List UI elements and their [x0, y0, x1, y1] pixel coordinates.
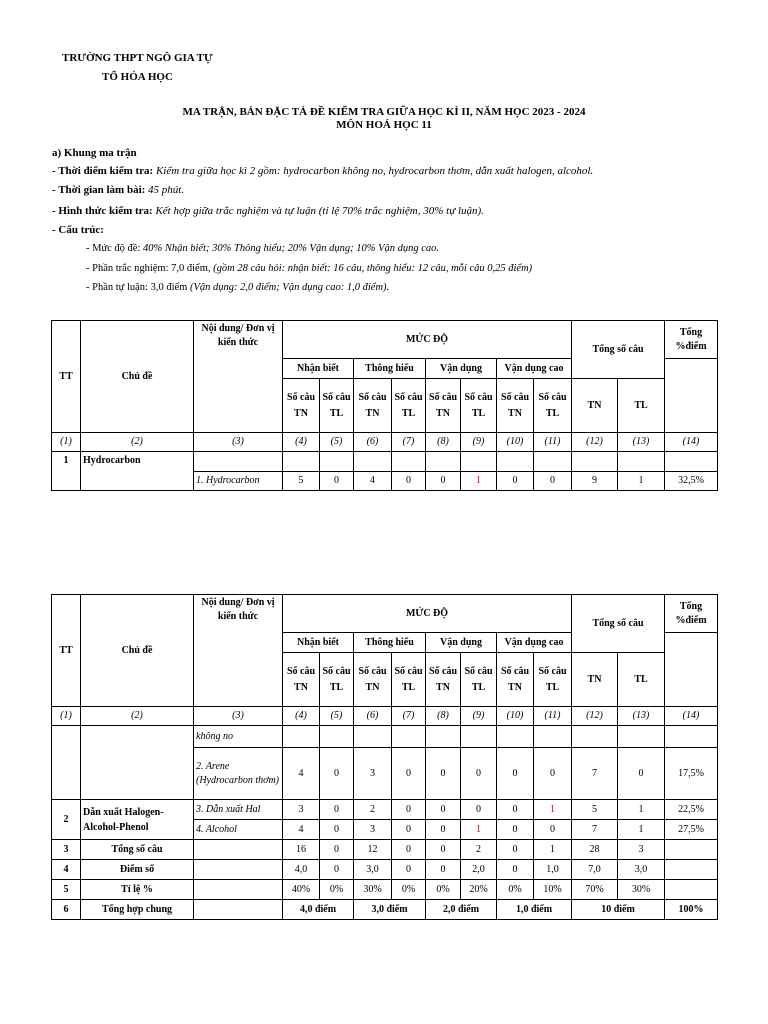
header-nb: Nhận biết: [283, 359, 354, 379]
essay-line: [86, 282, 389, 293]
cell: 1,0 điểm: [497, 900, 572, 920]
row-tt: 4: [52, 860, 81, 880]
duration-line: [52, 184, 184, 196]
cell: 0: [461, 748, 497, 800]
col-number: (1): [52, 707, 81, 726]
cell: 4: [283, 820, 320, 840]
cell: 0: [534, 820, 572, 840]
col-number: (10): [497, 707, 534, 726]
col-number: (5): [320, 707, 354, 726]
row-label: Tỉ lệ %: [81, 880, 194, 900]
col-number: (2): [81, 433, 194, 452]
cell: 0: [426, 472, 461, 491]
cell: 0: [426, 820, 461, 840]
header-so-cau-tn: Số câu TN: [497, 653, 534, 707]
column-number-row: [52, 707, 718, 726]
cell: 1: [618, 820, 665, 840]
cell: 0: [461, 800, 497, 820]
cell: 30%: [354, 880, 392, 900]
cell: 20%: [461, 880, 497, 900]
col-number: (5): [320, 433, 354, 452]
table-row: [52, 860, 718, 880]
row-content: 1. Hydrocarbon: [194, 472, 283, 491]
essay-value: (Vận dụng: 2,0 điểm; Vận dụng cao: 1,0 điểm).: [189, 282, 390, 293]
col-number: (6): [354, 707, 392, 726]
row-tt: 5: [52, 880, 81, 900]
cell: 7: [572, 748, 618, 800]
time-point-value: Kiểm tra giữa học kì 2 gồm: hydrocarbon không no, hydrocarbon thơm, dẫn xuất halogen, alcohol.: [155, 165, 594, 177]
cell: 0: [392, 820, 426, 840]
col-number: (14): [665, 433, 718, 452]
column-number-row: [52, 433, 718, 452]
row-label: Điểm số: [81, 860, 194, 880]
cell: 1: [618, 472, 665, 491]
cell: 0: [392, 472, 426, 491]
cell: 4: [354, 472, 392, 491]
cell: 0: [320, 748, 354, 800]
empty-cell: [283, 452, 320, 472]
cell: 4,0 điểm: [283, 900, 354, 920]
empty-cell: [194, 452, 283, 472]
empty-cell: [572, 452, 618, 472]
time-point-line: [52, 165, 593, 177]
cell: 0: [320, 800, 354, 820]
cell: 12: [354, 840, 392, 860]
empty-cell: [497, 726, 534, 748]
empty-cell: [618, 452, 665, 472]
levels-prefix: - Mức độ đề:: [86, 243, 141, 254]
header-content: Nội dung/ Đơn vị kiến thức: [194, 321, 283, 433]
empty-cell: [194, 880, 283, 900]
col-number: (13): [618, 433, 665, 452]
cell: 0: [320, 840, 354, 860]
cell: 0: [426, 860, 461, 880]
department-name: TỔ HÓA HỌC: [102, 71, 173, 83]
cell: 0: [497, 860, 534, 880]
document-subtitle: MÔN HOÁ HỌC 11: [336, 119, 432, 131]
col-number: (7): [392, 433, 426, 452]
header-so-cau-tn: Số câu TN: [354, 379, 392, 433]
col-number: (13): [618, 707, 665, 726]
header-total-percent: Tổng %điểm: [665, 321, 718, 359]
empty-cell: [320, 726, 354, 748]
row-content: 3. Dẫn xuất Hal: [194, 800, 283, 820]
cell: 0: [534, 748, 572, 800]
empty-cell: [572, 726, 618, 748]
empty-cell: [461, 452, 497, 472]
empty-cell: [665, 860, 718, 880]
header-total-questions: Tổng số câu: [572, 595, 665, 653]
cell: 7: [572, 820, 618, 840]
table-row: [52, 726, 718, 748]
format-label: - Hình thức kiểm tra:: [52, 205, 153, 217]
row-tt: 2: [52, 800, 81, 840]
header-content: Nội dung/ Đơn vị kiến thức: [194, 595, 283, 707]
cell: 40%: [283, 880, 320, 900]
header-so-cau-tl: Số câu TL: [461, 653, 497, 707]
cell: 32,5%: [665, 472, 718, 491]
header-vd: Vận dụng: [426, 359, 497, 379]
header-tl: TL: [618, 379, 665, 433]
cell: 3,0: [354, 860, 392, 880]
header-th: Thông hiểu: [354, 633, 426, 653]
cell: 16: [283, 840, 320, 860]
header-tl: TL: [618, 653, 665, 707]
header-total-percent: Tổng %điểm: [665, 595, 718, 633]
empty-cell: [426, 452, 461, 472]
levels-value: 40% Nhận biết; 30% Thông hiểu; 20% Vận dụng; 10% Vận dụng cao.: [143, 243, 440, 254]
header-so-cau-tl: Số câu TL: [320, 653, 354, 707]
essay-prefix: - Phần tự luận: 3,0 điểm: [86, 282, 188, 293]
cell: 5: [283, 472, 320, 491]
empty-cell: [665, 880, 718, 900]
cell: 0: [320, 860, 354, 880]
col-number: (3): [194, 433, 283, 452]
cell: 27,5%: [665, 820, 718, 840]
header-so-cau-tl: Số câu TL: [320, 379, 354, 433]
matrix-table-2: [51, 594, 718, 920]
cell: 30%: [618, 880, 665, 900]
cell: 0: [497, 840, 534, 860]
cell: 2: [354, 800, 392, 820]
col-number: (8): [426, 433, 461, 452]
duration-value: 45 phút.: [148, 184, 185, 196]
cell: 0: [618, 748, 665, 800]
header-th: Thông hiểu: [354, 359, 426, 379]
cell: 3: [354, 748, 392, 800]
document-title: MA TRẬN, BẢN ĐẶC TẢ ĐỀ KIỂM TRA GIỮA HỌC KÌ II, NĂM HỌC 2023 - 2024: [182, 106, 586, 118]
row-tt: 1: [52, 452, 81, 491]
header-so-cau-tn: Số câu TN: [426, 379, 461, 433]
row-content: 2. Arene (Hydrocarbon thơm): [194, 748, 283, 800]
structure-label: - Cấu trúc:: [52, 224, 104, 236]
header-vd: Vận dụng: [426, 633, 497, 653]
header-percent-blank: [665, 359, 718, 433]
empty-cell: [392, 726, 426, 748]
header-tt: TT: [52, 321, 81, 433]
header-vdc: Vận dụng cao: [497, 633, 572, 653]
col-number: (2): [81, 707, 194, 726]
section-heading: a) Khung ma trận: [52, 147, 137, 159]
empty-cell: [320, 452, 354, 472]
empty-cell: [283, 726, 320, 748]
empty-cell: [354, 726, 392, 748]
header-so-cau-tl: Số câu TL: [392, 653, 426, 707]
empty-cell: [194, 840, 283, 860]
empty-cell: [618, 726, 665, 748]
row-topic: Hydrocarbon: [81, 452, 194, 491]
cell: 0: [392, 800, 426, 820]
col-number: (4): [283, 433, 320, 452]
empty-cell: [461, 726, 497, 748]
cell: 3: [283, 800, 320, 820]
cell: 0%: [392, 880, 426, 900]
cell: 0: [320, 820, 354, 840]
mcq-value: (gồm 28 câu hỏi: nhận biết: 16 câu, thông hiểu: 12 câu, mỗi câu 0,25 điểm): [213, 263, 533, 274]
duration-label: - Thời gian làm bài:: [52, 184, 146, 196]
header-topic: Chủ đề: [81, 595, 194, 707]
cell: 70%: [572, 880, 618, 900]
header-level: MỨC ĐỘ: [283, 595, 572, 633]
levels-line: [86, 243, 439, 254]
cell: 0: [497, 800, 534, 820]
cell: 2: [461, 840, 497, 860]
cell: 1: [461, 820, 497, 840]
col-number: (10): [497, 433, 534, 452]
header-vdc: Vận dụng cao: [497, 359, 572, 379]
format-value: Kết hợp giữa trắc nghiệm và tự luận (tỉ lệ 70% trắc nghiệm, 30% tự luận).: [155, 205, 484, 217]
table-row: [52, 900, 718, 920]
header-tn: TN: [572, 379, 618, 433]
empty-cell: [665, 726, 718, 748]
cell: 0%: [426, 880, 461, 900]
col-number: (4): [283, 707, 320, 726]
col-number: (11): [534, 433, 572, 452]
table-row: [52, 452, 718, 472]
header-percent-blank: [665, 633, 718, 707]
empty-cell: [665, 840, 718, 860]
cell: 22,5%: [665, 800, 718, 820]
cell: 3,0: [618, 860, 665, 880]
cell: 0: [392, 860, 426, 880]
header-so-cau-tl: Số câu TL: [461, 379, 497, 433]
cell: 28: [572, 840, 618, 860]
cell: 3,0 điểm: [354, 900, 426, 920]
col-number: (8): [426, 707, 461, 726]
cell: 3: [354, 820, 392, 840]
cell: 10 điểm: [572, 900, 665, 920]
col-number: (11): [534, 707, 572, 726]
col-number: (3): [194, 707, 283, 726]
empty-cell: [665, 452, 718, 472]
cell: 4,0: [283, 860, 320, 880]
row-tt: 3: [52, 840, 81, 860]
cell: 2,0 điểm: [426, 900, 497, 920]
mcq-prefix: - Phần trắc nghiệm: 7,0 điểm,: [86, 263, 211, 274]
empty-cell: [354, 452, 392, 472]
cell: 0: [426, 800, 461, 820]
header-tt: TT: [52, 595, 81, 707]
empty-cell: [497, 452, 534, 472]
row-content: 4. Alcohol: [194, 820, 283, 840]
cell: 0: [497, 820, 534, 840]
cell: 0: [320, 472, 354, 491]
cell: 4: [283, 748, 320, 800]
header-so-cau-tn: Số câu TN: [283, 379, 320, 433]
time-point-label: - Thời điểm kiểm tra:: [52, 165, 154, 177]
cell: 0: [392, 748, 426, 800]
empty-cell: [534, 726, 572, 748]
table-row: [52, 800, 718, 820]
format-line: [52, 205, 484, 217]
cell: 9: [572, 472, 618, 491]
table-row: [52, 840, 718, 860]
mcq-line: [86, 263, 532, 274]
col-number: (7): [392, 707, 426, 726]
col-number: (9): [461, 433, 497, 452]
cell: 2,0: [461, 860, 497, 880]
header-so-cau-tn: Số câu TN: [354, 653, 392, 707]
cell: 17,5%: [665, 748, 718, 800]
header-so-cau-tn: Số câu TN: [497, 379, 534, 433]
header-tn: TN: [572, 653, 618, 707]
cell: 5: [572, 800, 618, 820]
col-number: (12): [572, 433, 618, 452]
row-tt: 6: [52, 900, 81, 920]
header-so-cau-tl: Số câu TL: [534, 653, 572, 707]
row-topic: Dẫn xuất Halogen-Alcohol-Phenol: [81, 800, 194, 840]
header-topic: Chủ đề: [81, 321, 194, 433]
empty-cell: [426, 726, 461, 748]
header-total-questions: Tổng số câu: [572, 321, 665, 379]
col-number: (6): [354, 433, 392, 452]
header-nb: Nhận biết: [283, 633, 354, 653]
cell: 0%: [497, 880, 534, 900]
cell: 1: [534, 840, 572, 860]
header-so-cau-tl: Số câu TL: [534, 379, 572, 433]
cell: 0: [392, 840, 426, 860]
col-number: (14): [665, 707, 718, 726]
cell: 0: [497, 748, 534, 800]
cell: 0: [497, 472, 534, 491]
cell: 7,0: [572, 860, 618, 880]
row-label: Tổng hợp chung: [81, 900, 194, 920]
cell: 1: [618, 800, 665, 820]
cell: 1: [461, 472, 497, 491]
school-name: TRƯỜNG THPT NGÔ GIA TỰ: [62, 52, 213, 64]
cell: 100%: [665, 900, 718, 920]
matrix-table-1: [51, 320, 718, 491]
table-row: [52, 880, 718, 900]
col-number: (12): [572, 707, 618, 726]
empty-cell: [194, 900, 283, 920]
cell: 0%: [320, 880, 354, 900]
cell: 0: [534, 472, 572, 491]
row-content: không no: [194, 726, 283, 748]
header-so-cau-tn: Số câu TN: [426, 653, 461, 707]
cell: 0: [426, 840, 461, 860]
cell: 1,0: [534, 860, 572, 880]
row-label: Tổng số câu: [81, 840, 194, 860]
header-so-cau-tn: Số câu TN: [283, 653, 320, 707]
cell: 10%: [534, 880, 572, 900]
cell: 1: [534, 800, 572, 820]
empty-cell: [194, 860, 283, 880]
cell: 0: [426, 748, 461, 800]
header-so-cau-tl: Số câu TL: [392, 379, 426, 433]
col-number: (1): [52, 433, 81, 452]
cell: 3: [618, 840, 665, 860]
empty-cell: [392, 452, 426, 472]
empty-cell: [534, 452, 572, 472]
col-number: (9): [461, 707, 497, 726]
header-level: MỨC ĐỘ: [283, 321, 572, 359]
